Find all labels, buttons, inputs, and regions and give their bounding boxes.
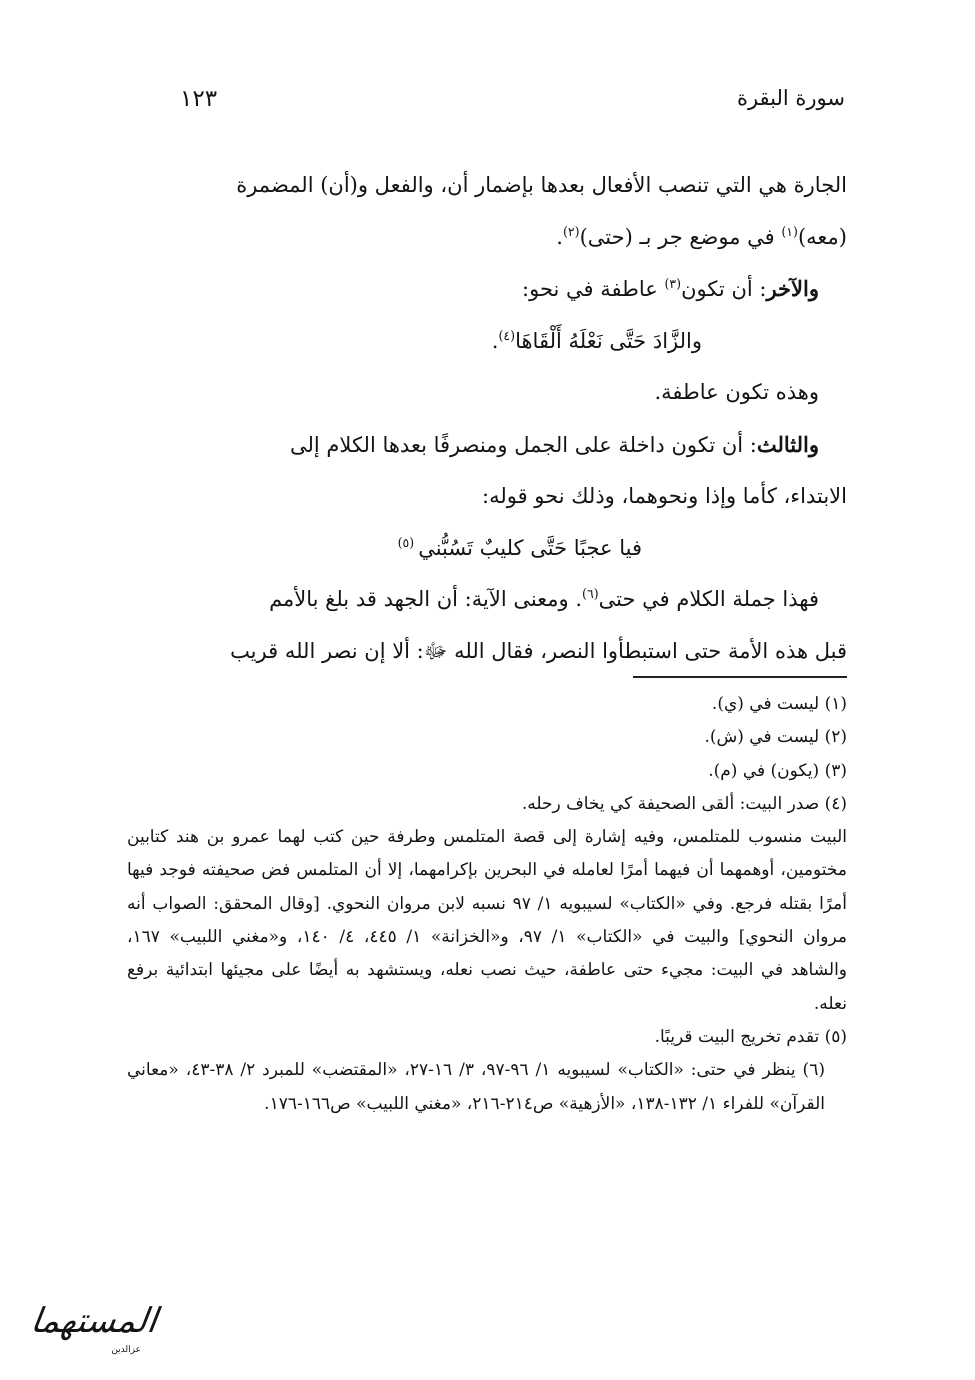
text-segment: عاطفة في نحو:: [522, 277, 665, 301]
footnote-ref: (٦): [582, 586, 599, 601]
text-segment: : أن تكون داخلة على الجمل ومنصرفًا بعدها الكلام إلى: [290, 432, 757, 457]
footnote-5: (٥) تقدم تخريج البيت قريبًا.: [654, 1026, 847, 1047]
text-line: [127, 419, 847, 472]
footnote-ref: (٤): [498, 327, 516, 343]
footnote-4-continuation: البيت منسوب للمتلمس، وفيه إشارة إلى قصة المتلمس وطرفة حين كتب لهما عمرو بن هند كتابين مختومين، أوهمهما أن فيهما أمرًا لعامله في البحرين بإكرامهما، إلا أن المتلمس فض صحيفته فوجد فيها أمرًا بقتله فرجع. وفي «الكتاب» لسيبويه ١/ ٩٧ نسبه لابن مروان النحوي. [وقال المحقق: الصواب أنه مروان النحوي] والبيت في «الكتاب» ١/ ٩٧، و«الخزانة» ١/ ٤٤٥، ٤/ ١٤٠، و«مغني اللبيب» ١٦٧، والشاهد في البيت: مجيء حتى عاطفة، حيث نصب نعله، ويستشهد به أيضًا على مجيئها ابتدائية برفع نعله.: [127, 827, 847, 1014]
text-line: [127, 471, 847, 523]
footnote-ref: (١): [781, 223, 798, 239]
verse-line: [127, 523, 847, 575]
running-head: [130, 86, 845, 116]
footnote-4: (٤) صدر البيت: ألقى الصحيفة كي يخاف رحله.: [521, 793, 847, 814]
page-number: ١٢٣: [180, 86, 218, 112]
text-line: [127, 160, 847, 212]
text-segment: الابتداء، كأما وإذا ونحوهما، وذلك نحو قوله:: [482, 484, 847, 508]
footnote-ref: (٥): [397, 534, 419, 550]
footnote-ref: (٣): [664, 276, 682, 291]
text-line: [127, 212, 847, 264]
text-segment: فيا عجبًا حَتَّى كليبٌ تَسُبُّني: [418, 535, 642, 560]
main-text: [127, 160, 847, 677]
text-segment: والزَّادَ حَتَّى نَعْلَهُ أَلْقَاهَا: [515, 328, 702, 353]
footnote-6: (٦) ينظر في حتى: «الكتاب» لسيبويه ١/ ٩٦-٩٧، ٣/ ١٦-٢٧، «المقتضب» للمبرد ٢/ ٣٨-٤٣، «معاني القرآن» للفراء ١/ ١٣٢-١٣٨، «الأزهية» ص٢١٤-٢١٦، «مغني اللبيب» ص١٦٦-١٧٦.: [127, 1060, 825, 1114]
logo-subtext: عزالدين: [111, 1345, 141, 1355]
text-line: [127, 626, 847, 678]
text-segment: .: [491, 328, 499, 353]
section-label: والآخر: [766, 276, 819, 301]
text-segment: (معه): [797, 224, 847, 249]
footnote-ref: (٢): [562, 223, 580, 239]
text-segment: فهذا جملة الكلام في حتى: [598, 587, 819, 611]
text-segment: الجارة هي التي تنصب الأفعال بعدها بإضمار أن، والفعل و(أن) المضمرة: [236, 173, 847, 197]
text-segment: وهذه تكون عاطفة.: [654, 380, 819, 404]
text-segment: : أن تكون: [681, 277, 767, 301]
publisher-logo: [10, 1295, 165, 1365]
footnote-1: (١) ليست في (ي).: [711, 694, 847, 714]
footnotes: [127, 688, 847, 1121]
text-segment: قبل هذه الأمة حتى استبطأوا النصر، فقال الله ﷻ: ألا إن نصر الله قريب: [230, 638, 847, 663]
section-label: والثالث: [756, 431, 819, 457]
logo-calligraphy: المستهما: [28, 1301, 160, 1341]
footnote-3: (٣) (يكون) في (م).: [708, 760, 847, 781]
text-line: [127, 574, 847, 626]
text-segment: .: [556, 224, 563, 249]
text-segment: في موضع جر بـ (حتى): [579, 224, 782, 249]
verse-line: [127, 316, 847, 368]
text-line: [127, 367, 847, 419]
text-segment: . ومعنى الآية: أن الجهد قد بلغ بالأمم: [269, 587, 583, 611]
text-line: [127, 263, 847, 316]
footnote-separator: [633, 676, 847, 678]
surah-name: سورة البقرة: [736, 86, 845, 110]
footnote-2: (٢) ليست في (ش).: [704, 727, 847, 748]
